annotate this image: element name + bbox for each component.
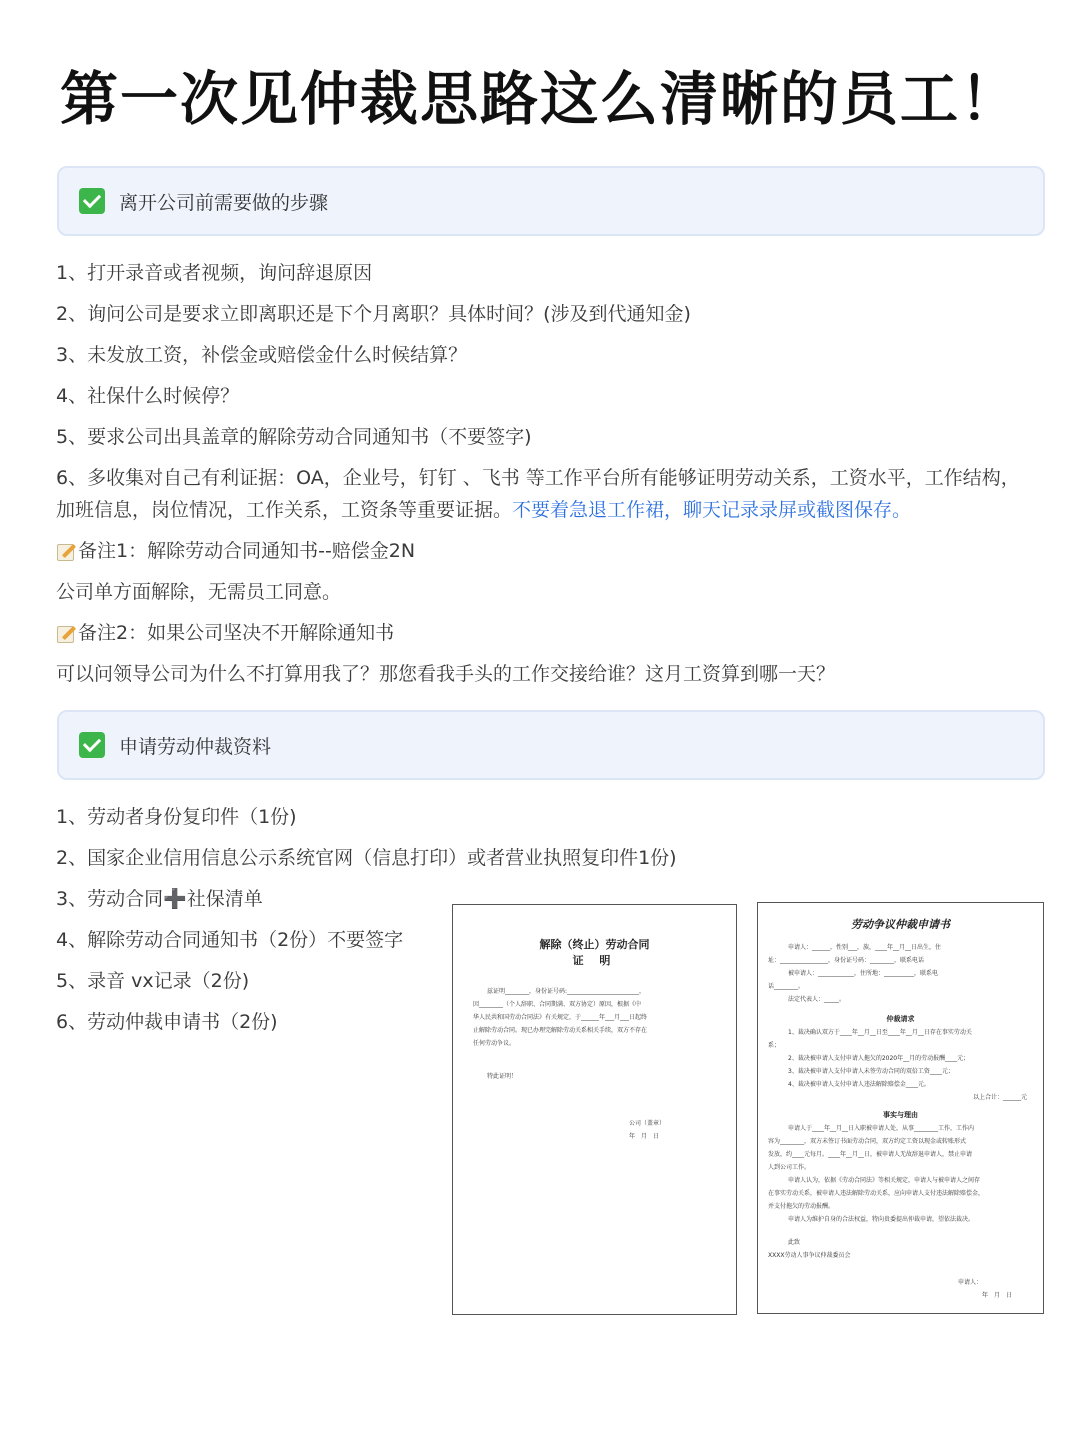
doc-party-line: 法定代表人：_____。 (788, 996, 846, 1003)
doc-title-line1: 解除（终止）劳动合同 (539, 938, 650, 951)
doc-fact-line: 申请人于____年__月__日入职被申请人处，从事________工作，工作内 (788, 1125, 975, 1132)
doc-fact-line: 并支付拖欠的劳动报酬。 (768, 1203, 835, 1210)
doc-fact-line: 在事实劳动关系，被申请人违法解除劳动关系，应向申请人支付违法解除赔偿金， (768, 1190, 985, 1197)
doc-date: 年 月 日 (982, 1292, 1013, 1299)
doc-claim-total: 以上合计：______元 (972, 1094, 1027, 1101)
note-2-text: 可以问领导公司为什么不打算用我了？那您看我手头的工作交接给谁？这月工资算到哪一天？ (56, 663, 836, 685)
doc-body-line: 兹证明________，身份证号码:________________________， (487, 988, 646, 995)
doc-claim-line: 2、裁决被申请人支付申请人拖欠的2020年__月的劳动报酬____元； (788, 1055, 970, 1062)
evidence-text: 6、多收集对自己有利证据：OA，企业号，钉钉 、飞书 等工作平台所有能够证明劳动关系，工资水平，工作结构，加班信息，岗位情况，工作关系，工资条等重要证据。 (56, 467, 1020, 521)
doc-body-line: 止解除劳动合同。现已办理完解除劳动关系相关手续，双方不存在 (473, 1027, 648, 1034)
doc-body-line: 华人民共和国劳动合同法》有关规定，于______年___月___日起终 (473, 1014, 648, 1021)
memo-icon (56, 624, 76, 642)
doc-claim-line: 4、裁决被申请人支付申请人违法解除赔偿金____元。 (788, 1081, 930, 1088)
doc-claims-heading: 仲裁请求 (886, 1015, 915, 1023)
doc-closing: 特此证明！ (487, 1073, 518, 1080)
doc-claim-line: 1、裁决确认双方于____年__月__日至____年__月__日存在事实劳动关 (788, 1029, 972, 1036)
check-mark-icon (79, 188, 105, 214)
doc-signature: 申请人： (958, 1279, 983, 1286)
doc-party-line: 址：________________，身份证号码：________，联系电话 (768, 957, 925, 964)
doc-date: 年 月 日 (629, 1133, 660, 1140)
evidence-highlight: 不要着急退工作裙，聊天记录录屏或截图保存。 (512, 499, 912, 521)
check-mark-icon (79, 732, 105, 758)
doc-fact-line: 申请人为维护自身的合法权益，特向贵委提出仲裁申请，望依法裁决。 (788, 1216, 975, 1223)
list-item: 5、要求公司出具盖章的解除劳动合同通知书（不要签字) (56, 426, 532, 448)
list-item: 3、未发放工资，补偿金或赔偿金什么时候结算？ (56, 344, 468, 366)
doc-facts-heading: 事实与理由 (883, 1111, 918, 1119)
list-item: 3、劳动合同➕社保清单 (56, 888, 263, 910)
note-2-title (56, 618, 394, 648)
doc-addressee-committee: XXXX劳动人事争议仲裁委员会 (768, 1252, 851, 1259)
list-item: 1、打开录音或者视频，询问辞退原因 (56, 262, 373, 284)
section-header-arbitration-materials (57, 710, 1045, 780)
doc-fact-line: 容为________，双方未签订书面劳动合同，双方约定工资以现金或转账形式 (768, 1138, 967, 1145)
doc-title: 劳动争议仲裁申请书 (851, 918, 950, 931)
doc-company-seal: 公司（盖章） (629, 1120, 666, 1127)
note-1-title (56, 536, 415, 566)
page-title: 第一次见仲裁思路这么清晰的员工！ (59, 65, 1020, 133)
list-item: 1、劳动者身份复印件（1份) (56, 806, 297, 828)
doc-fact-line: 人到公司工作。 (768, 1164, 811, 1171)
doc-claim-line: 系； (768, 1042, 781, 1049)
doc-title-line2: 证 明 (572, 954, 617, 967)
arbitration-application-image (757, 902, 1044, 1314)
doc-addressee: 此致 (788, 1239, 801, 1246)
list-item: 4、解除劳动合同通知书（2份）不要签字 (56, 929, 404, 951)
list-item: 2、询问公司是要求立即离职还是下个月离职？具体时间？(涉及到代通知金) (56, 303, 691, 325)
section-header-leave-steps (57, 166, 1045, 236)
termination-certificate-image (452, 904, 737, 1315)
section-header-text: 离开公司前需要做的步骤 (119, 191, 329, 214)
list-item: 5、录音 vx记录（2份) (56, 970, 250, 992)
list-item: 2、国家企业信用信息公示系统官网（信息打印）或者营业执照复印件1份) (56, 847, 677, 869)
doc-body-line: 因________（个人辞职、合同期满、双方协定）原因，根据《中 (473, 1001, 642, 1008)
doc-fact-line: 申请人认为，依据《劳动合同法》等相关规定，申请人与被申请人之间存 (788, 1177, 981, 1184)
list-item-evidence (56, 462, 1036, 526)
note-1-text: 公司单方面解除，无需员工同意。 (56, 581, 342, 603)
note-1-title-text: 备注1：解除劳动合同通知书--赔偿金2N (78, 540, 416, 562)
list-item: 6、劳动仲裁申请书（2份) (56, 1011, 278, 1033)
doc-party-line: 被申请人：____________，住所地：__________，联系电 (788, 970, 939, 977)
doc-claim-line: 3、裁决被申请人支付申请人未签劳动合同的双倍工资____元； (788, 1068, 954, 1075)
doc-fact-line: 发放，约____元每月。____年__月__日，被申请人无故辞退申请人，禁止申请 (768, 1151, 973, 1158)
doc-party-line: 话________。 (768, 983, 805, 990)
doc-body-line: 任何劳动争议。 (473, 1040, 516, 1047)
section-header-text: 申请劳动仲裁资料 (119, 735, 272, 758)
memo-icon (56, 542, 76, 560)
note-2-title-text: 备注2：如果公司坚决不开解除通知书 (78, 622, 395, 644)
doc-party-line: 申请人：______，性别___，族，____年__月__日出生，住 (788, 944, 942, 951)
list-item: 4、社保什么时候停？ (56, 385, 240, 407)
